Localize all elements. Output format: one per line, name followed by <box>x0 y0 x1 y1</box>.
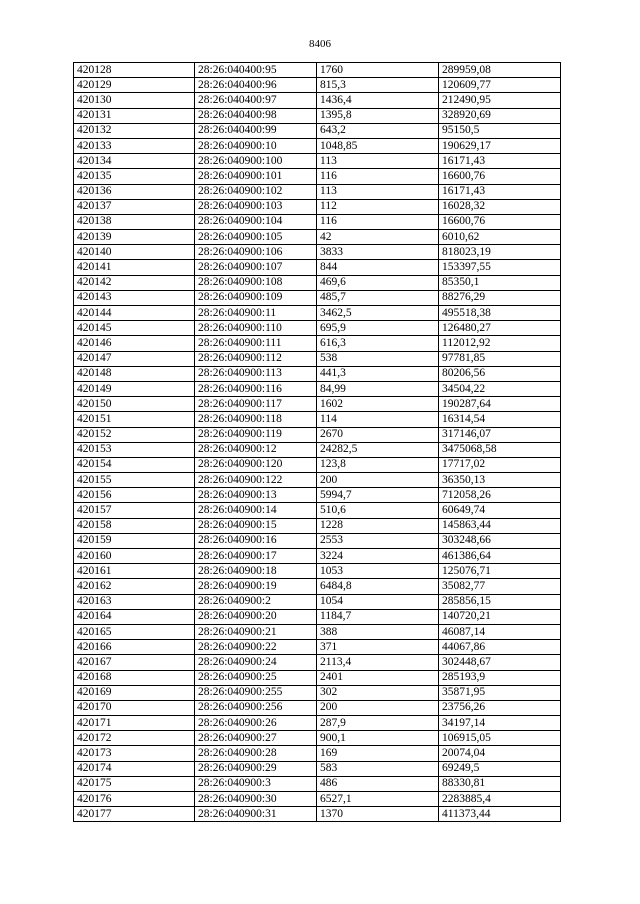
record-number-cell: 420137 <box>74 199 195 214</box>
cadastral-number-cell: 28:26:040900:109 <box>195 290 317 305</box>
record-number-cell: 420160 <box>74 549 195 564</box>
area-cell: 3833 <box>317 245 439 260</box>
area-cell: 485,7 <box>317 290 439 305</box>
value-cell: 112012,92 <box>439 336 561 351</box>
area-cell: 1602 <box>317 397 439 412</box>
table-row <box>74 640 561 655</box>
cadastral-number-cell: 28:26:040900:120 <box>195 457 317 472</box>
table-row <box>74 442 561 457</box>
value-cell: 153397,55 <box>439 260 561 275</box>
area-cell: 441,3 <box>317 366 439 381</box>
table-row <box>74 306 561 321</box>
record-number-cell: 420141 <box>74 260 195 275</box>
record-number-cell: 420157 <box>74 503 195 518</box>
record-number-cell: 420132 <box>74 123 195 138</box>
cadastral-number-cell: 28:26:040400:95 <box>195 63 317 78</box>
record-number-cell: 420138 <box>74 214 195 229</box>
value-cell: 2283885,4 <box>439 792 561 807</box>
area-cell: 815,3 <box>317 78 439 93</box>
area-cell: 24282,5 <box>317 442 439 457</box>
record-number-cell: 420130 <box>74 93 195 108</box>
area-cell: 116 <box>317 169 439 184</box>
value-cell: 289959,08 <box>439 63 561 78</box>
value-cell: 88276,29 <box>439 290 561 305</box>
cadastral-number-cell: 28:26:040900:104 <box>195 214 317 229</box>
table-row <box>74 108 561 123</box>
cadastral-number-cell: 28:26:040900:18 <box>195 564 317 579</box>
value-cell: 3475068,58 <box>439 442 561 457</box>
area-cell: 1184,7 <box>317 609 439 624</box>
table-row <box>74 746 561 761</box>
record-number-cell: 420151 <box>74 412 195 427</box>
value-cell: 6010,62 <box>439 230 561 245</box>
record-number-cell: 420128 <box>74 63 195 78</box>
cadastral-number-cell: 28:26:040900:21 <box>195 624 317 639</box>
table-row <box>74 716 561 731</box>
record-number-cell: 420171 <box>74 716 195 731</box>
area-cell: 486 <box>317 776 439 791</box>
table-row <box>74 78 561 93</box>
data-table <box>73 62 561 822</box>
value-cell: 88330,81 <box>439 776 561 791</box>
area-cell: 200 <box>317 700 439 715</box>
table-row <box>74 366 561 381</box>
record-number-cell: 420159 <box>74 533 195 548</box>
area-cell: 1048,85 <box>317 138 439 153</box>
cadastral-number-cell: 28:26:040900:116 <box>195 381 317 396</box>
value-cell: 35871,95 <box>439 685 561 700</box>
value-cell: 303248,66 <box>439 533 561 548</box>
cadastral-number-cell: 28:26:040900:122 <box>195 473 317 488</box>
cadastral-number-cell: 28:26:040900:10 <box>195 138 317 153</box>
cadastral-number-cell: 28:26:040900:30 <box>195 792 317 807</box>
value-cell: 125076,71 <box>439 564 561 579</box>
cadastral-number-cell: 28:26:040900:16 <box>195 533 317 548</box>
value-cell: 80206,56 <box>439 366 561 381</box>
record-number-cell: 420143 <box>74 290 195 305</box>
cadastral-number-cell: 28:26:040400:99 <box>195 123 317 138</box>
cadastral-number-cell: 28:26:040900:15 <box>195 518 317 533</box>
record-number-cell: 420150 <box>74 397 195 412</box>
table-row <box>74 579 561 594</box>
value-cell: 17717,02 <box>439 457 561 472</box>
table-body <box>74 63 561 822</box>
area-cell: 469,6 <box>317 275 439 290</box>
area-cell: 616,3 <box>317 336 439 351</box>
table-row <box>74 351 561 366</box>
record-number-cell: 420152 <box>74 427 195 442</box>
cadastral-number-cell: 28:26:040900:110 <box>195 321 317 336</box>
value-cell: 85350,1 <box>439 275 561 290</box>
cadastral-number-cell: 28:26:040900:14 <box>195 503 317 518</box>
cadastral-number-cell: 28:26:040900:17 <box>195 549 317 564</box>
table-row <box>74 260 561 275</box>
cadastral-number-cell: 28:26:040900:107 <box>195 260 317 275</box>
cadastral-number-cell: 28:26:040900:25 <box>195 670 317 685</box>
area-cell: 123,8 <box>317 457 439 472</box>
table-row <box>74 457 561 472</box>
value-cell: 190287,64 <box>439 397 561 412</box>
table-row <box>74 397 561 412</box>
area-cell: 1760 <box>317 63 439 78</box>
value-cell: 23756,26 <box>439 700 561 715</box>
area-cell: 844 <box>317 260 439 275</box>
value-cell: 712058,26 <box>439 488 561 503</box>
cadastral-number-cell: 28:26:040900:29 <box>195 761 317 776</box>
cadastral-number-cell: 28:26:040900:12 <box>195 442 317 457</box>
record-number-cell: 420149 <box>74 381 195 396</box>
cadastral-number-cell: 28:26:040900:27 <box>195 731 317 746</box>
table-row <box>74 700 561 715</box>
table-row <box>74 731 561 746</box>
record-number-cell: 420165 <box>74 624 195 639</box>
cadastral-number-cell: 28:26:040900:119 <box>195 427 317 442</box>
table-row <box>74 655 561 670</box>
cadastral-number-cell: 28:26:040900:111 <box>195 336 317 351</box>
record-number-cell: 420139 <box>74 230 195 245</box>
table-row <box>74 123 561 138</box>
area-cell: 84,99 <box>317 381 439 396</box>
cadastral-number-cell: 28:26:040900:105 <box>195 230 317 245</box>
value-cell: 16314,54 <box>439 412 561 427</box>
area-cell: 6484,8 <box>317 579 439 594</box>
record-number-cell: 420147 <box>74 351 195 366</box>
area-cell: 113 <box>317 184 439 199</box>
table-row <box>74 473 561 488</box>
record-number-cell: 420161 <box>74 564 195 579</box>
value-cell: 60649,74 <box>439 503 561 518</box>
value-cell: 818023,19 <box>439 245 561 260</box>
table-row <box>74 564 561 579</box>
value-cell: 140720,21 <box>439 609 561 624</box>
cadastral-number-cell: 28:26:040900:2 <box>195 594 317 609</box>
record-number-cell: 420170 <box>74 700 195 715</box>
value-cell: 302448,67 <box>439 655 561 670</box>
area-cell: 114 <box>317 412 439 427</box>
cadastral-number-cell: 28:26:040900:101 <box>195 169 317 184</box>
area-cell: 287,9 <box>317 716 439 731</box>
area-cell: 1436,4 <box>317 93 439 108</box>
value-cell: 20074,04 <box>439 746 561 761</box>
record-number-cell: 420172 <box>74 731 195 746</box>
record-number-cell: 420140 <box>74 245 195 260</box>
value-cell: 95150,5 <box>439 123 561 138</box>
value-cell: 34197,14 <box>439 716 561 731</box>
cadastral-number-cell: 28:26:040900:31 <box>195 807 317 822</box>
value-cell: 106915,05 <box>439 731 561 746</box>
record-number-cell: 420136 <box>74 184 195 199</box>
cadastral-number-cell: 28:26:040900:112 <box>195 351 317 366</box>
value-cell: 16028,32 <box>439 199 561 214</box>
table-row <box>74 290 561 305</box>
table-row <box>74 154 561 169</box>
record-number-cell: 420148 <box>74 366 195 381</box>
table-row <box>74 670 561 685</box>
table-row <box>74 503 561 518</box>
table-row <box>74 275 561 290</box>
cadastral-number-cell: 28:26:040900:117 <box>195 397 317 412</box>
area-cell: 1370 <box>317 807 439 822</box>
value-cell: 285856,15 <box>439 594 561 609</box>
area-cell: 112 <box>317 199 439 214</box>
cadastral-number-cell: 28:26:040900:102 <box>195 184 317 199</box>
record-number-cell: 420146 <box>74 336 195 351</box>
area-cell: 388 <box>317 624 439 639</box>
value-cell: 461386,64 <box>439 549 561 564</box>
area-cell: 169 <box>317 746 439 761</box>
record-number-cell: 420133 <box>74 138 195 153</box>
area-cell: 5994,7 <box>317 488 439 503</box>
record-number-cell: 420155 <box>74 473 195 488</box>
value-cell: 495518,38 <box>439 306 561 321</box>
table-row <box>74 381 561 396</box>
record-number-cell: 420174 <box>74 761 195 776</box>
table-row <box>74 245 561 260</box>
table-row <box>74 184 561 199</box>
area-cell: 1228 <box>317 518 439 533</box>
value-cell: 97781,85 <box>439 351 561 366</box>
record-number-cell: 420156 <box>74 488 195 503</box>
area-cell: 113 <box>317 154 439 169</box>
table-row <box>74 624 561 639</box>
area-cell: 1054 <box>317 594 439 609</box>
record-number-cell: 420129 <box>74 78 195 93</box>
table-row <box>74 214 561 229</box>
value-cell: 126480,27 <box>439 321 561 336</box>
record-number-cell: 420162 <box>74 579 195 594</box>
value-cell: 46087,14 <box>439 624 561 639</box>
area-cell: 116 <box>317 214 439 229</box>
record-number-cell: 420153 <box>74 442 195 457</box>
cadastral-number-cell: 28:26:040900:13 <box>195 488 317 503</box>
table-row <box>74 807 561 822</box>
area-cell: 900,1 <box>317 731 439 746</box>
area-cell: 695,9 <box>317 321 439 336</box>
value-cell: 34504,22 <box>439 381 561 396</box>
value-cell: 16600,76 <box>439 169 561 184</box>
table-row <box>74 230 561 245</box>
value-cell: 411373,44 <box>439 807 561 822</box>
area-cell: 583 <box>317 761 439 776</box>
area-cell: 2401 <box>317 670 439 685</box>
cadastral-number-cell: 28:26:040900:256 <box>195 700 317 715</box>
value-cell: 44067,86 <box>439 640 561 655</box>
record-number-cell: 420145 <box>74 321 195 336</box>
area-cell: 2113,4 <box>317 655 439 670</box>
value-cell: 145863,44 <box>439 518 561 533</box>
record-number-cell: 420167 <box>74 655 195 670</box>
area-cell: 2553 <box>317 533 439 548</box>
table-row <box>74 685 561 700</box>
cadastral-number-cell: 28:26:040900:3 <box>195 776 317 791</box>
cadastral-number-cell: 28:26:040900:113 <box>195 366 317 381</box>
cadastral-number-cell: 28:26:040400:98 <box>195 108 317 123</box>
table-row <box>74 199 561 214</box>
record-number-cell: 420177 <box>74 807 195 822</box>
area-cell: 538 <box>317 351 439 366</box>
cadastral-number-cell: 28:26:040900:106 <box>195 245 317 260</box>
area-cell: 2670 <box>317 427 439 442</box>
area-cell: 1395,8 <box>317 108 439 123</box>
cadastral-number-cell: 28:26:040900:118 <box>195 412 317 427</box>
table-row <box>74 93 561 108</box>
area-cell: 643,2 <box>317 123 439 138</box>
value-cell: 16171,43 <box>439 184 561 199</box>
cadastral-number-cell: 28:26:040900:103 <box>195 199 317 214</box>
area-cell: 510,6 <box>317 503 439 518</box>
area-cell: 371 <box>317 640 439 655</box>
value-cell: 16600,76 <box>439 214 561 229</box>
record-number-cell: 420144 <box>74 306 195 321</box>
record-number-cell: 420134 <box>74 154 195 169</box>
cadastral-number-cell: 28:26:040900:26 <box>195 716 317 731</box>
record-number-cell: 420131 <box>74 108 195 123</box>
cadastral-number-cell: 28:26:040900:100 <box>195 154 317 169</box>
record-number-cell: 420158 <box>74 518 195 533</box>
cadastral-number-cell: 28:26:040900:11 <box>195 306 317 321</box>
page-number: 8406 <box>309 38 331 50</box>
area-cell: 3224 <box>317 549 439 564</box>
record-number-cell: 420154 <box>74 457 195 472</box>
value-cell: 328920,69 <box>439 108 561 123</box>
table-row <box>74 594 561 609</box>
table-row <box>74 792 561 807</box>
value-cell: 317146,07 <box>439 427 561 442</box>
record-number-cell: 420163 <box>74 594 195 609</box>
value-cell: 16171,43 <box>439 154 561 169</box>
table-row <box>74 761 561 776</box>
table-row <box>74 412 561 427</box>
area-cell: 1053 <box>317 564 439 579</box>
cadastral-number-cell: 28:26:040900:19 <box>195 579 317 594</box>
table-row <box>74 169 561 184</box>
record-number-cell: 420164 <box>74 609 195 624</box>
table-row <box>74 336 561 351</box>
value-cell: 36350,13 <box>439 473 561 488</box>
record-number-cell: 420168 <box>74 670 195 685</box>
table-row <box>74 488 561 503</box>
record-number-cell: 420169 <box>74 685 195 700</box>
table-row <box>74 63 561 78</box>
table-row <box>74 549 561 564</box>
record-number-cell: 420176 <box>74 792 195 807</box>
table-row <box>74 609 561 624</box>
record-number-cell: 420135 <box>74 169 195 184</box>
value-cell: 190629,17 <box>439 138 561 153</box>
area-cell: 6527,1 <box>317 792 439 807</box>
record-number-cell: 420166 <box>74 640 195 655</box>
area-cell: 3462,5 <box>317 306 439 321</box>
table-row <box>74 321 561 336</box>
area-cell: 200 <box>317 473 439 488</box>
value-cell: 35082,77 <box>439 579 561 594</box>
table-row <box>74 427 561 442</box>
value-cell: 69249,5 <box>439 761 561 776</box>
value-cell: 285193,9 <box>439 670 561 685</box>
cadastral-number-cell: 28:26:040900:108 <box>195 275 317 290</box>
cadastral-number-cell: 28:26:040900:255 <box>195 685 317 700</box>
cadastral-number-cell: 28:26:040900:22 <box>195 640 317 655</box>
value-cell: 120609,77 <box>439 78 561 93</box>
cadastral-number-cell: 28:26:040400:96 <box>195 78 317 93</box>
table-row <box>74 533 561 548</box>
value-cell: 212490,95 <box>439 93 561 108</box>
area-cell: 42 <box>317 230 439 245</box>
cadastral-number-cell: 28:26:040900:24 <box>195 655 317 670</box>
record-number-cell: 420142 <box>74 275 195 290</box>
cadastral-number-cell: 28:26:040400:97 <box>195 93 317 108</box>
area-cell: 302 <box>317 685 439 700</box>
record-number-cell: 420173 <box>74 746 195 761</box>
table-row <box>74 518 561 533</box>
table-row <box>74 138 561 153</box>
cadastral-number-cell: 28:26:040900:20 <box>195 609 317 624</box>
cadastral-number-cell: 28:26:040900:28 <box>195 746 317 761</box>
table-row <box>74 776 561 791</box>
record-number-cell: 420175 <box>74 776 195 791</box>
